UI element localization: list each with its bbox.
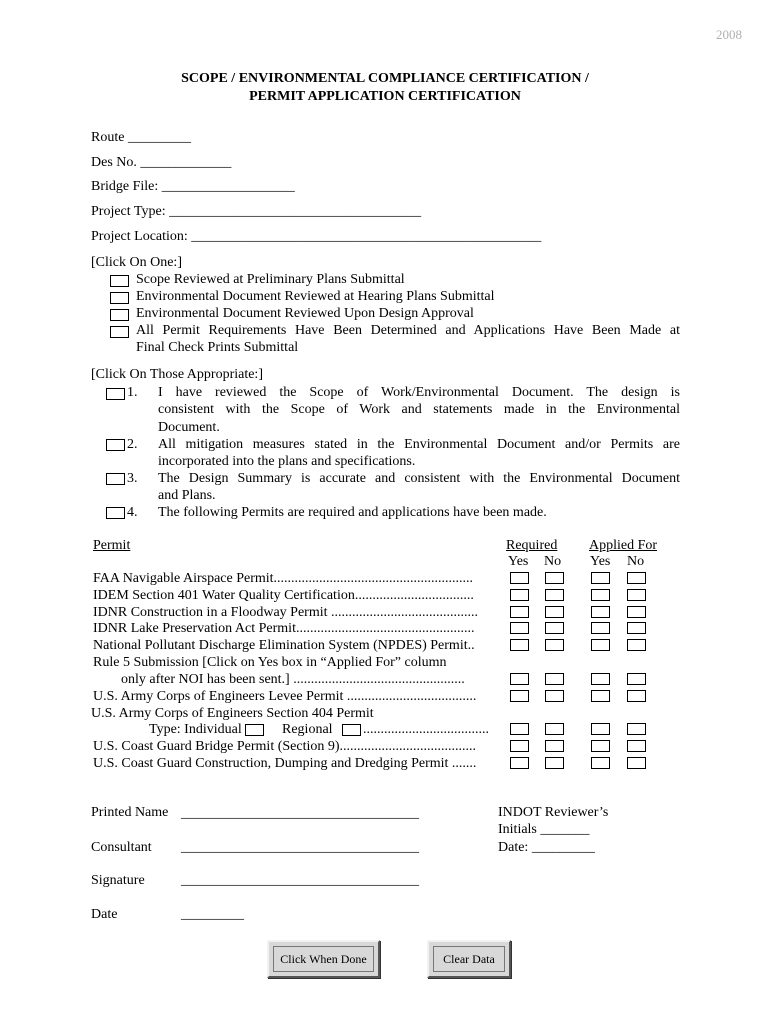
permit-404-label-line-1: U.S. Army Corps of Engineers Section 404 Permit bbox=[91, 706, 374, 721]
applied-for-column-header: Applied For bbox=[589, 538, 658, 553]
coast-guard-bridge-required-yes-checkbox[interactable] bbox=[510, 740, 529, 752]
npdes-required-no-checkbox[interactable] bbox=[545, 639, 564, 651]
idnr-lake-required-no-checkbox[interactable] bbox=[545, 622, 564, 634]
item-4-line-1: The following Permits are required and applications have been made. bbox=[158, 505, 547, 520]
item-1-line-3: Document. bbox=[158, 420, 220, 435]
faa-applied-no-checkbox[interactable] bbox=[627, 572, 646, 584]
date-label: Date bbox=[91, 907, 118, 922]
idnr-floodway-applied-no-checkbox[interactable] bbox=[627, 606, 646, 618]
permit-idem-401-label: IDEM Section 401 Water Quality Certification.................................. bbox=[93, 588, 474, 603]
route-field[interactable]: Route _________ bbox=[91, 130, 191, 145]
required-yes-header: Yes bbox=[508, 554, 529, 569]
permit-404-dots: .................................... bbox=[363, 722, 489, 737]
item-2-line-1: All mitigation measures stated in the Environmental Document and/or Permits are bbox=[158, 437, 680, 452]
faa-required-yes-checkbox[interactable] bbox=[510, 572, 529, 584]
env-doc-design-label: Environmental Document Reviewed Upon Design Approval bbox=[136, 306, 474, 321]
item-4-number: 4. bbox=[127, 505, 138, 520]
faa-applied-yes-checkbox[interactable] bbox=[591, 572, 610, 584]
form-title-line-1: SCOPE / ENVIRONMENTAL COMPLIANCE CERTIFICATION / bbox=[181, 71, 589, 86]
required-no-header: No bbox=[544, 554, 562, 569]
click-when-done-label: Click When Done bbox=[273, 946, 374, 972]
consultant-label: Consultant bbox=[91, 840, 152, 855]
npdes-required-yes-checkbox[interactable] bbox=[510, 639, 529, 651]
idem-401-applied-yes-checkbox[interactable] bbox=[591, 589, 610, 601]
permit-column-header: Permit bbox=[93, 538, 131, 553]
item-2-checkbox[interactable] bbox=[106, 439, 125, 451]
type-individual-checkbox[interactable] bbox=[245, 724, 264, 736]
env-doc-hearing-label: Environmental Document Reviewed at Hearing Plans Submittal bbox=[136, 289, 495, 304]
levee-required-yes-checkbox[interactable] bbox=[510, 690, 529, 702]
type-regional-checkbox[interactable] bbox=[342, 724, 361, 736]
levee-required-no-checkbox[interactable] bbox=[545, 690, 564, 702]
env-doc-design-checkbox[interactable] bbox=[110, 309, 129, 321]
consultant-field[interactable]: __________________________________ bbox=[181, 840, 419, 855]
coast-guard-dredging-required-yes-checkbox[interactable] bbox=[510, 757, 529, 769]
item-3-checkbox[interactable] bbox=[106, 473, 125, 485]
npdes-applied-yes-checkbox[interactable] bbox=[591, 639, 610, 651]
des-no-field[interactable]: Des No. _____________ bbox=[91, 155, 232, 170]
idnr-floodway-required-no-checkbox[interactable] bbox=[545, 606, 564, 618]
reviewer-initials-field[interactable]: Initials _______ bbox=[498, 822, 590, 837]
coast-guard-bridge-required-no-checkbox[interactable] bbox=[545, 740, 564, 752]
coast-guard-bridge-applied-no-checkbox[interactable] bbox=[627, 740, 646, 752]
all-permits-checkbox[interactable] bbox=[110, 326, 129, 338]
click-when-done-button[interactable] bbox=[267, 940, 380, 978]
rule5-required-no-checkbox[interactable] bbox=[545, 673, 564, 685]
date-field[interactable]: _________ bbox=[181, 907, 244, 922]
scope-reviewed-label: Scope Reviewed at Preliminary Plans Submittal bbox=[136, 272, 405, 287]
idem-401-required-no-checkbox[interactable] bbox=[545, 589, 564, 601]
permit-404-regional-label: Regional bbox=[282, 722, 333, 737]
permit-coast-guard-bridge-label: U.S. Coast Guard Bridge Permit (Section 9)....................................... bbox=[93, 739, 477, 754]
scope-reviewed-checkbox[interactable] bbox=[110, 275, 129, 287]
permit-404-type-label: Type: Individual bbox=[149, 722, 242, 737]
rule5-applied-yes-checkbox[interactable] bbox=[591, 673, 610, 685]
indot-reviewer-label: INDOT Reviewer’s bbox=[498, 805, 609, 820]
item-1-checkbox[interactable] bbox=[106, 388, 125, 400]
coast-guard-bridge-applied-yes-checkbox[interactable] bbox=[591, 740, 610, 752]
faa-required-no-checkbox[interactable] bbox=[545, 572, 564, 584]
permit-faa-label: FAA Navigable Airspace Permit......................................................... bbox=[93, 571, 474, 586]
rule5-applied-no-checkbox[interactable] bbox=[627, 673, 646, 685]
levee-applied-yes-checkbox[interactable] bbox=[591, 690, 610, 702]
permit-coast-guard-dredging-label: U.S. Coast Guard Construction, Dumping and Dredging Permit ....... bbox=[93, 756, 477, 771]
applied-no-header: No bbox=[627, 554, 645, 569]
coast-guard-dredging-applied-no-checkbox[interactable] bbox=[627, 757, 646, 769]
signature-label: Signature bbox=[91, 873, 145, 888]
form-title-line-2: PERMIT APPLICATION CERTIFICATION bbox=[249, 89, 521, 104]
idem-401-applied-no-checkbox[interactable] bbox=[627, 589, 646, 601]
section-404-applied-no-checkbox[interactable] bbox=[627, 723, 646, 735]
item-4-checkbox[interactable] bbox=[106, 507, 125, 519]
year-label: 2008 bbox=[716, 27, 742, 42]
idnr-floodway-applied-yes-checkbox[interactable] bbox=[591, 606, 610, 618]
coast-guard-dredging-applied-yes-checkbox[interactable] bbox=[591, 757, 610, 769]
coast-guard-dredging-required-no-checkbox[interactable] bbox=[545, 757, 564, 769]
required-column-header: Required bbox=[506, 538, 558, 553]
item-2-number: 2. bbox=[127, 437, 138, 452]
section-404-required-yes-checkbox[interactable] bbox=[510, 723, 529, 735]
section-404-required-no-checkbox[interactable] bbox=[545, 723, 564, 735]
project-location-field[interactable]: Project Location: __________________________________________________ bbox=[91, 229, 542, 244]
permit-npdes-label: National Pollutant Discharge Elimination System (NPDES) Permit.. bbox=[93, 638, 475, 653]
project-type-field[interactable]: Project Type: ____________________________________ bbox=[91, 204, 422, 219]
rule5-required-yes-checkbox[interactable] bbox=[510, 673, 529, 685]
item-1-line-2: consistent with the Scope of Work and statements made in the Environmental bbox=[158, 402, 680, 417]
idnr-floodway-required-yes-checkbox[interactable] bbox=[510, 606, 529, 618]
click-appropriate-header: [Click On Those Appropriate:] bbox=[91, 367, 263, 382]
item-3-line-1: The Design Summary is accurate and consistent with the Environmental Document bbox=[158, 471, 680, 486]
idnr-lake-applied-yes-checkbox[interactable] bbox=[591, 622, 610, 634]
item-1-number: 1. bbox=[127, 385, 138, 400]
clear-data-button[interactable] bbox=[427, 940, 511, 978]
permit-rule5-label-line-1: Rule 5 Submission [Click on Yes box in “Applied For” column bbox=[93, 655, 447, 670]
item-3-line-2: and Plans. bbox=[158, 488, 216, 503]
printed-name-label: Printed Name bbox=[91, 805, 169, 820]
item-2-line-2: incorporated into the plans and specifications. bbox=[158, 454, 416, 469]
printed-name-field[interactable]: __________________________________ bbox=[181, 806, 419, 821]
idem-401-required-yes-checkbox[interactable] bbox=[510, 589, 529, 601]
click-on-one-header: [Click On One:] bbox=[91, 255, 182, 270]
env-doc-hearing-checkbox[interactable] bbox=[110, 292, 129, 304]
permit-idnr-lake-label: IDNR Lake Preservation Act Permit................................................... bbox=[93, 621, 475, 636]
applied-yes-header: Yes bbox=[590, 554, 611, 569]
idnr-lake-required-yes-checkbox[interactable] bbox=[510, 622, 529, 634]
all-permits-label-line-2: Final Check Prints Submittal bbox=[136, 340, 299, 355]
permit-rule5-label-line-2: only after NOI has been sent.] ................................................. bbox=[121, 672, 465, 687]
reviewer-date-field[interactable]: Date: _________ bbox=[498, 840, 595, 855]
item-1-line-1: I have reviewed the Scope of Work/Environmental Document. The design is bbox=[158, 385, 680, 400]
bridge-file-field[interactable]: Bridge File: ___________________ bbox=[91, 179, 295, 194]
idnr-lake-applied-no-checkbox[interactable] bbox=[627, 622, 646, 634]
item-3-number: 3. bbox=[127, 471, 138, 486]
section-404-applied-yes-checkbox[interactable] bbox=[591, 723, 610, 735]
clear-data-label: Clear Data bbox=[433, 946, 505, 972]
npdes-applied-no-checkbox[interactable] bbox=[627, 639, 646, 651]
permit-idnr-floodway-label: IDNR Construction in a Floodway Permit .......................................... bbox=[93, 605, 478, 620]
all-permits-label-line-1: All Permit Requirements Have Been Determined and Applications Have Been Made at bbox=[136, 323, 680, 338]
permit-levee-label: U.S. Army Corps of Engineers Levee Permit ..................................... bbox=[93, 689, 477, 704]
levee-applied-no-checkbox[interactable] bbox=[627, 690, 646, 702]
signature-field[interactable]: __________________________________ bbox=[181, 873, 419, 888]
